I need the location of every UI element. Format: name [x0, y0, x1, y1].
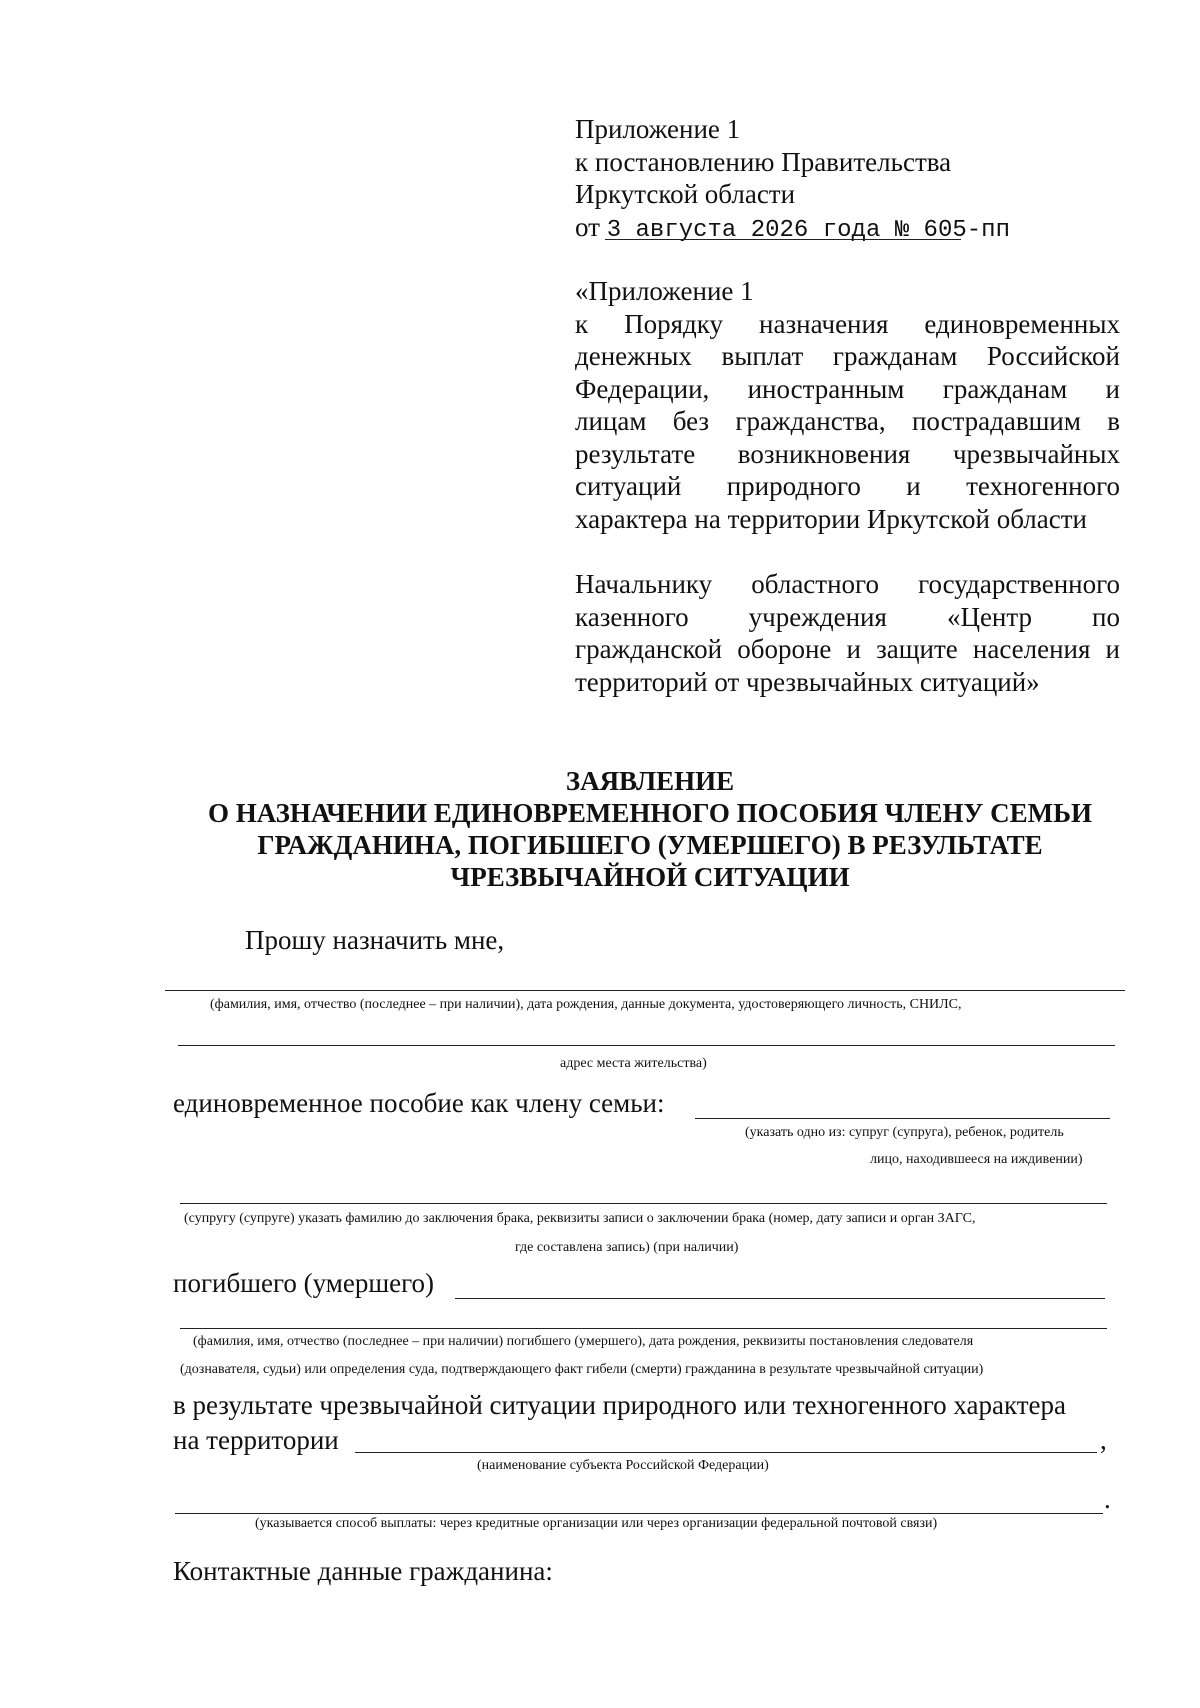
family-member-hint-2: лицо, находившееся на иждивении): [870, 1152, 1083, 1167]
title-line: ЧРЕЗВЫЧАЙНОЙ СИТУАЦИИ: [450, 862, 850, 892]
procedure-line: денежных выплат гражданам Российской: [575, 341, 1120, 371]
procedure-reference: [575, 275, 1120, 535]
payment-method-field-line[interactable]: [175, 1513, 1103, 1514]
addressee-line: Начальнику областного государственного: [575, 569, 1120, 599]
addressee-line: территорий от чрезвычайных ситуаций»: [575, 666, 1040, 697]
territory-field-line[interactable]: [355, 1452, 1097, 1453]
benefit-text: единовременное пособие как члену семьи:: [173, 1088, 665, 1118]
deceased-field-line[interactable]: [455, 1298, 1105, 1299]
resolution-ref: к постановлению Правительства: [575, 146, 952, 177]
title-line: О НАЗНАЧЕНИИ ЕДИНОВРЕМЕННОГО ПОСОБИЯ ЧЛЕНУ СЕМЬИ: [208, 798, 1092, 828]
territory-text: на территории: [173, 1425, 339, 1455]
decree-date-number: 3 августа 2026 года № 605-пп: [606, 216, 1010, 244]
region-name: Иркутской области: [575, 179, 796, 209]
deceased-hint-2: (дознавателя, судьи) или определения суда, подтверждающего факт гибели (смерти) гражданина в результате чрезвычайной ситуации): [180, 1362, 984, 1377]
territory-comma: ,: [1100, 1425, 1107, 1455]
appendix-label: Приложение 1: [575, 114, 741, 144]
territory-hint: (наименование субъекта Российской Федерации): [477, 1458, 769, 1473]
spouse-details-field-line[interactable]: [180, 1203, 1107, 1204]
request-text: Прошу назначить мне,: [245, 925, 505, 955]
addressee-line: гражданской обороне и защите населения и: [575, 634, 1120, 664]
date-prefix: от: [575, 211, 600, 242]
procedure-line: Федерации, иностранным гражданам и: [575, 373, 1120, 404]
payment-dot: .: [1104, 1484, 1111, 1514]
addressee-line: казенного учреждения «Центр по: [575, 601, 1120, 632]
deceased-hint-1: (фамилия, имя, отчество (последнее – при наличии) погибшего (умершего), дата рождения, реквизиты постановления следователя: [193, 1334, 974, 1349]
procedure-line: «Приложение 1: [575, 276, 754, 306]
addressee: [575, 568, 1120, 698]
deceased-text: погибшего (умершего): [173, 1268, 435, 1298]
applicant-address-line[interactable]: [178, 1045, 1115, 1046]
emergency-text: в результате чрезвычайной ситуации природного или техногенного характера: [173, 1390, 1066, 1420]
title-line: ГРАЖДАНИНА, ПОГИБШЕГО (УМЕРШЕГО) В РЕЗУЛЬТАТЕ: [257, 830, 1043, 860]
procedure-line: результате возникновения чрезвычайных: [575, 438, 1120, 469]
decree-underline: [605, 239, 961, 240]
spouse-hint-1: (супругу (супруге) указать фамилию до заключения брака, реквизиты записи о заключении брака (номер, дату записи и орган ЗАГС,: [184, 1211, 976, 1226]
title-line: ЗАЯВЛЕНИЕ: [565, 766, 735, 796]
family-member-field-line[interactable]: [695, 1118, 1110, 1119]
applicant-field-line[interactable]: [165, 990, 1125, 991]
document-title: [120, 765, 1180, 893]
procedure-line: характера на территории Иркутской области: [575, 503, 1087, 534]
appendix-header: [575, 113, 1120, 247]
deceased-details-field-line[interactable]: [180, 1328, 1107, 1329]
spouse-hint-2: где составлена запись) (при наличии): [515, 1240, 739, 1255]
applicant-hint-1: (фамилия, имя, отчество (последнее – при наличии), дата рождения, данные документа, удостоверяющего личность, СНИЛС,: [210, 997, 962, 1012]
procedure-line: к Порядку назначения единовременных: [575, 308, 1120, 339]
contacts-text: Контактные данные гражданина:: [173, 1556, 553, 1586]
procedure-line: ситуаций природного и техногенного: [575, 471, 1120, 501]
family-member-hint-1: (указать одно из: супруг (супруга), ребенок, родитель: [745, 1125, 1064, 1140]
procedure-line: лицам без гражданства, пострадавшим в: [575, 406, 1120, 436]
decree-date-line: [575, 211, 1120, 248]
payment-hint: (указывается способ выплаты: через кредитные организации или через организации федеральной почтовой связи): [255, 1516, 938, 1531]
applicant-hint-2: адрес места жительства): [560, 1056, 707, 1071]
